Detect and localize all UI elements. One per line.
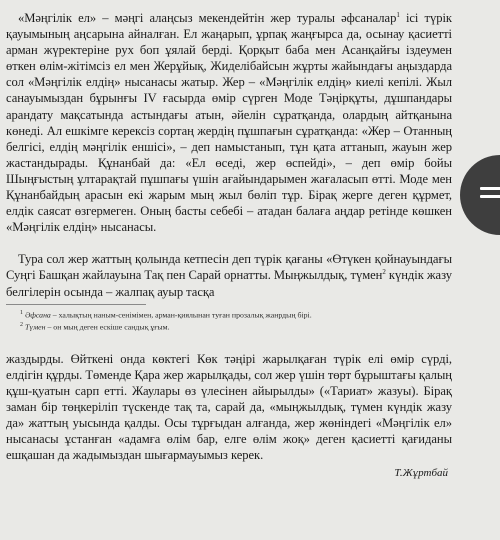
paragraph-tura-sol <box>6 251 452 299</box>
menu-lines-icon <box>480 187 500 203</box>
paragraph-tura-sol-text-end: күндік жазу белгілерін осында – жалпақ ауыр тасқа <box>6 268 452 299</box>
author-signature: Т.Жұртбай <box>394 467 448 480</box>
paragraph-intro-body: ісі түрік қауымының аңсарына айналған. Ел жаңарып, ұрпақ жаңғырса да, осынау қасиетті арман жүректеріне рух боп ұялай берді. Қорқыт баба мен Асанқайғы іздеумен өткен өлім-жітімсіз ел мен Жерұйық, Жиделібайсын жұрты жайындағы аңыздарда сол «Мәңгілік елдің» нысанасы жатыр. Жер – «Мәңгілік елдің» киелі кепілі. Жыл санауымыздан бұрынғы IV ғасырда өмір сүрген Моде Тәңірқұты, дұшпандары арандату мақсатында астындағы атын, әйелін сұратқанда, олардың айтқанына көнеді. Ал ешкімге керексіз сортаң жердің пұшпағын сұратқанда: «Жер – Отанның белгісі, елдің мәңгілік еншісі», – деп намыстанып, тұн қата аттанып, жауын жер жастандырады. Құнанбай да: «Ел өседі, жер өспейді», – деп өмір бойы Шыңғыстың ұлтарақтай пұшпағы үшін ағайындарымен жағаласып өтті. Моде мен Құнанбайдың арасын екі жарым мың жыл бөліп тұр. Бірақ жерге деген құрмет, елдік саясат өзгермеген. Оның басты себебі – атадан балаға аңдар ретінде көшкен «Мәңгілік елдің» нысанасы. <box>6 11 452 235</box>
footnote-ref-2: 2 <box>382 268 386 277</box>
footnote-ref-1: 1 <box>396 10 400 19</box>
footnote-2 <box>6 320 170 333</box>
footnotes <box>6 304 312 333</box>
paragraph-tura-sol-text: Тура сол жер жаттың қолында кетпесін деп түрік қағаны «Өтүкен қойнауындағы Суңгі Башқан жайлауына Тақ пен Сарай орнатты. Мыңжылдық, түмен <box>6 252 452 283</box>
paragraph-continued: жаздырды. Өйткені онда көктегі Көк тәңірі жарылқаған түрік елі өмір сүрді, елдігін құрды. Төменде Қара жер жарылқады, сол жер үшін төрт бұрыштағы қалың құш-қуатын сарп етті. Жаулары өз үлесінен айырылды» («Тариат» жазуы). Бірақ заман бір төңкеріліп түскенде тақ та, сарай да, «мыңжылдық, түмен күндік жазу да» жаттың уысында қалды. Осы тұрғыдан алғанда, жер жөніндегі «Мәңгілік ел» нысанасы ұстанған «адамға өлім бар, елге өлім жоқ» деген қасиетті қағиданы ешқашан да жадымыздан шығармауымыз керек. <box>6 351 452 463</box>
footnote-1 <box>6 308 312 321</box>
footnote-1-text: – халықтың наным-сенімімен, арман-қиялынан туған прозалық жанрдың бірі. <box>50 310 312 320</box>
footnote-2-number: 2 <box>20 322 23 329</box>
footnote-2-text: – он мың деген ескіше сандық ұғым. <box>45 322 170 332</box>
footnote-2-term: Түмен <box>24 322 46 332</box>
paragraph-intro <box>6 10 452 235</box>
paragraph-intro-first-line: «Мәңгілік ел» – мәңгі алаңсыз мекендейтін жер туралы әфсаналар <box>18 11 397 25</box>
footnote-1-number: 1 <box>20 309 23 316</box>
page-break <box>6 333 452 351</box>
footnote-1-term: Әфсана <box>24 310 51 320</box>
side-menu-button[interactable] <box>460 155 500 235</box>
